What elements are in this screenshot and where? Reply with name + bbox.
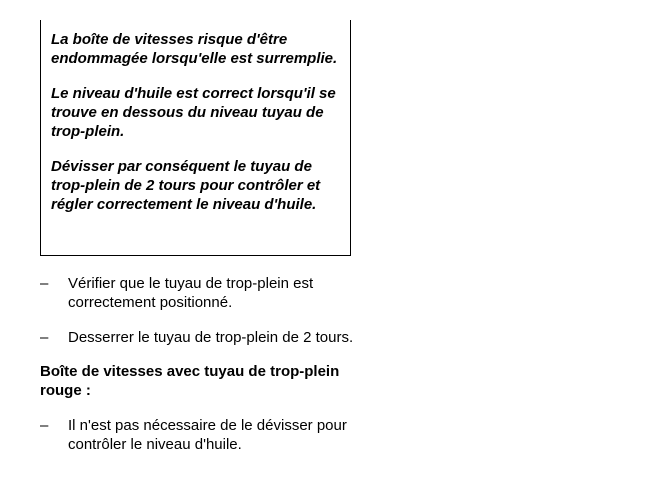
step-dash: – — [40, 417, 49, 434]
step-text: Il n'est pas nécessaire de le dévisser pour contrôler le niveau d'huile. — [68, 417, 347, 453]
step-loosen-pipe — [40, 328, 360, 347]
step-text: Desserrer le tuyau de trop-plein de 2 tours. — [68, 329, 354, 346]
procedure-steps — [40, 274, 360, 454]
step-dash: – — [40, 275, 49, 292]
step-dash: – — [40, 329, 49, 346]
step-text: Vérifier que le tuyau de trop-plein est correctement positionné. — [68, 275, 314, 311]
section-heading-red-pipe: Boîte de vitesses avec tuyau de trop-plein rouge : — [40, 363, 340, 399]
note-paragraph-damage: La boîte de vitesses risque d'être endommagée lorsqu'elle est surremplie. — [51, 31, 338, 67]
note-paragraph-oil-level: Le niveau d'huile est correct lorsqu'il se trouve en dessous du niveau tuyau de trop-plein. — [51, 85, 336, 140]
step-no-unscrew — [40, 416, 360, 454]
caution-note-box — [40, 20, 351, 256]
note-paragraph-unscrew: Dévisser par conséquent le tuyau de trop-plein de 2 tours pour contrôler et régler correctement le niveau d'huile. — [51, 158, 321, 213]
step-check-position — [40, 274, 360, 312]
